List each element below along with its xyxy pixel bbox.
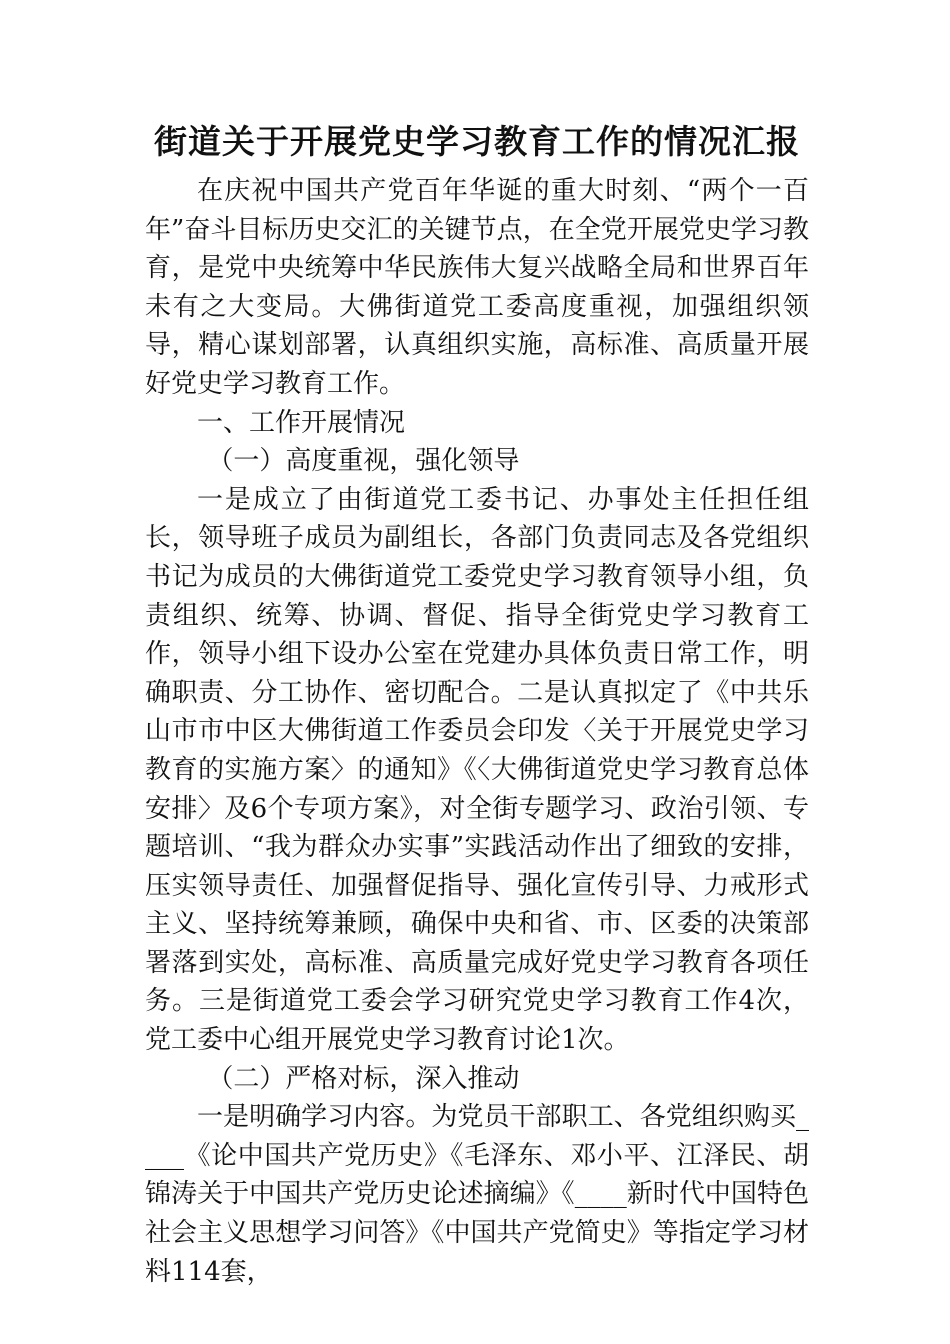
document-page <box>145 118 809 1291</box>
subsection-heading-1: （一）高度重视，强化领导 <box>207 446 520 477</box>
intro-paragraph: 在庆祝中国共产党百年华诞的重大时刻、“两个一百年”奋斗目标历史交汇的关键节点，在全党开展党史学习教育，是党中央统筹中华民族伟大复兴战略全局和世界百年未有之大变局。大佛街道党工委高度重视，加强组织领导，精心谋划部署，认真组织实施，高标准、高质量开展好党史学习教育工作。 <box>145 176 809 399</box>
subsection-heading-2: （二）严格对标，深入推动 <box>207 1063 520 1094</box>
document-title: 街道关于开展党史学习教育工作的情况汇报 <box>154 122 800 161</box>
subsection-body-2: 一是明确学习内容。为党员干部职工、各党组织购买____《论中国共产党历史》《毛泽东、邓小平、江泽民、胡锦涛关于中国共产党历史论述摘编》《____新时代中国特色社会主义思想学习问答》《中国共产党简史》等指定学习材料114套， <box>145 1102 809 1287</box>
subsection-body-1: 一是成立了由街道党工委书记、办事处主任担任组长，领导班子成员为副组长，各部门负责同志及各党组织书记为成员的大佛街道党工委党史学习教育领导小组，负责组织、统筹、协调、督促、指导全街党史学习教育工作，领导小组下设办公室在党建办具体负责日常工作，明确职责、分工协作、密切配合。二是认真拟定了《中共乐山市市中区大佛街道工作委员会印发〈关于开展党史学习教育的实施方案〉的通知》《〈大佛街道党史学习教育总体安排〉及6个专项方案》，对全街专题学习、政治引领、专题培训、“我为群众办实事”实践活动作出了细致的安排，压实领导责任、加强督促指导、强化宣传引导、力戒形式主义、坚持统筹兼顾，确保中央和省、市、区委的决策部署落到实处，高标准、高质量完成好党史学习教育各项任务。三是街道党工委会学习研究党史学习教育工作4次，党工委中心组开展党史学习教育讨论1次。 <box>145 484 809 1056</box>
section-heading-1: 一、工作开展情况 <box>197 407 406 438</box>
